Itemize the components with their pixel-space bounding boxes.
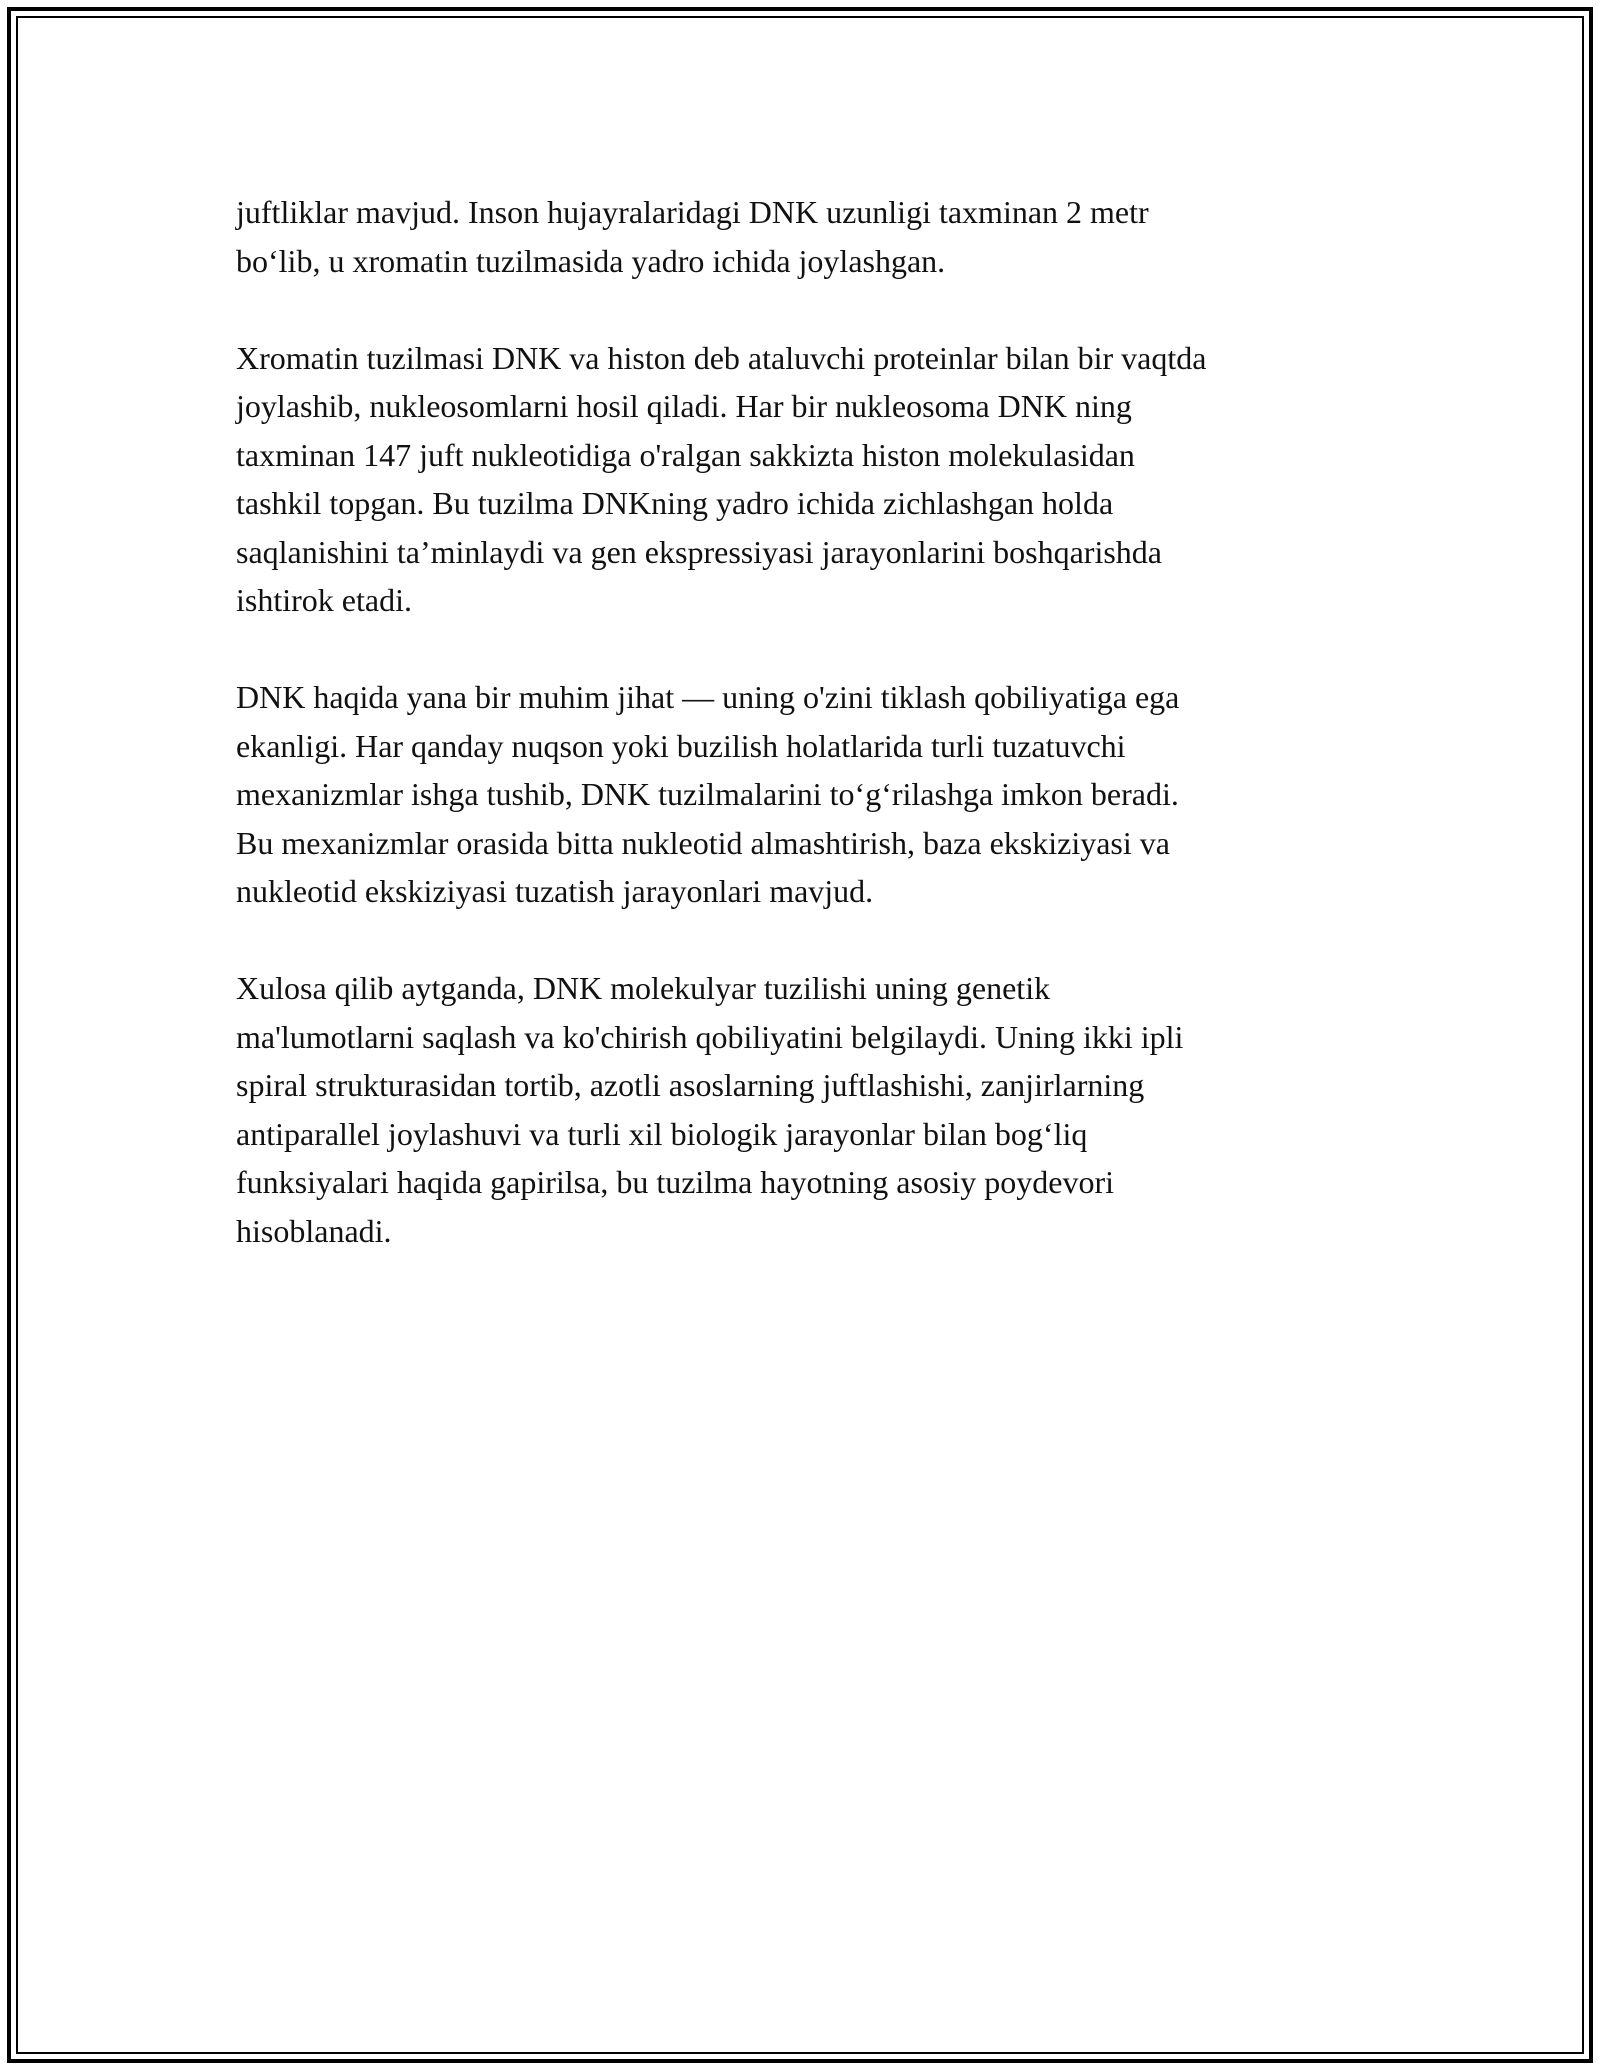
text-line: mexanizmlar ishga tushib, DNK tuzilmalarini to‘g‘rilashga imkon beradi. (236, 776, 1179, 812)
paragraph-2 (236, 334, 1366, 625)
text-line: DNK haqida yana bir muhim jihat — uning o'zini tiklash qobiliyatiga ega (236, 679, 1180, 715)
text-line: juftliklar mavjud. Inson hujayralaridagi DNK uzunligi taxminan 2 metr (236, 194, 1149, 230)
text-line: tashkil topgan. Bu tuzilma DNKning yadro ichida zichlashgan holda (236, 485, 1114, 521)
text-line: nukleotid ekskiziyasi tuzatish jarayonlari mavjud. (236, 873, 874, 909)
text-line: bo‘lib, u xromatin tuzilmasida yadro ichida joylashgan. (236, 242, 946, 279)
text-line: Xulosa qilib aytganda, DNK molekulyar tuzilishi uning genetik (236, 970, 1051, 1006)
text-line: funksiyalari haqida gapirilsa, bu tuzilma hayotning asosiy poydevori (236, 1164, 1115, 1200)
text-line: Xromatin tuzilmasi DNK va histon deb ataluvchi proteinlar bilan bir vaqtda (236, 339, 1207, 376)
text-line: ma'lumotlarni saqlash va ko'chirish qobiliyatini belgilaydi. Uning ikki ipli (236, 1018, 1184, 1055)
text-line: ekanligi. Har qanday nuqson yoki buzilish holatlarida turli tuzatuvchi (236, 727, 1126, 764)
paragraph-1 (236, 188, 1366, 285)
text-line: taxminan 147 juft nukleotidiga o'ralgan sakkizta histon molekulasidan (236, 436, 1135, 473)
text-line: spiral strukturasidan tortib, azotli asoslarning juftlashishi, zanjirlarning (236, 1067, 1145, 1103)
text-line: saqlanishini ta’minlaydi va gen ekspressiyasi jarayonlarini boshqarishda (236, 533, 1162, 570)
text-line: joylashib, nukleosomlarni hosil qiladi. Har bir nukleosoma DNK ning (236, 388, 1132, 424)
paragraph-4 (236, 964, 1366, 1255)
document-body (236, 188, 1366, 1304)
text-line: antiparallel joylashuvi va turli xil biologik jarayonlar bilan bog‘liq (236, 1115, 1088, 1152)
text-line: hisoblanadi. (236, 1212, 392, 1249)
paragraph-3 (236, 673, 1366, 916)
text-line: Bu mexanizmlar orasida bitta nukleotid almashtirish, baza ekskiziyasi va (236, 824, 1170, 861)
text-line: ishtirok etadi. (236, 582, 412, 618)
